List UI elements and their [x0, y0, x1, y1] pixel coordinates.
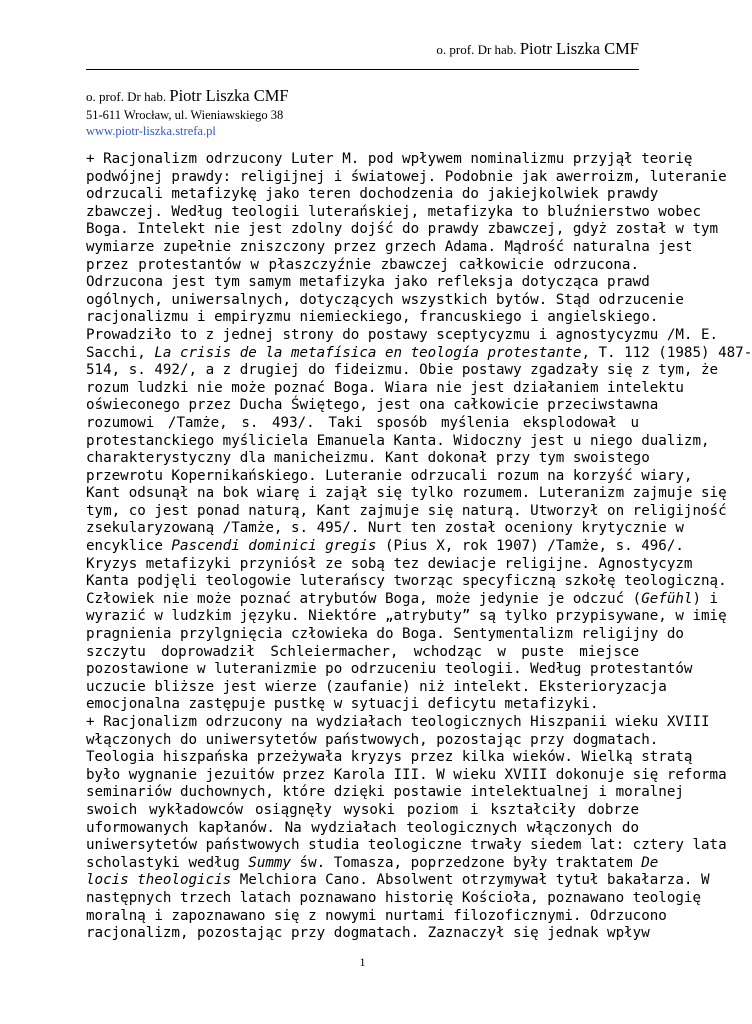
body-line: Kryzys metafizyki przyniósł ze sobą tez dewiacje religijne. Agnostycyzm: [86, 555, 693, 572]
running-header: [86, 39, 639, 70]
body-line: następnych trzech latach poznawano historię Kościoła, poznawano teologię: [86, 889, 701, 906]
body-line: rozum ludzki nie może poznać Boga. Wiara nie jest działaniem intelektu: [86, 379, 684, 396]
body-line: przewrotu Kopernikańskiego. Luteranie odrzucali rozum na korzyść wiary,: [86, 467, 693, 484]
body-line: scholastyki według Summy św. Tomasza, poprzedzone były traktatem De: [86, 854, 659, 871]
body-line: racjonalizm, pozostając przy dogmatach. Zaznaczył się jednak wpływ: [86, 925, 650, 942]
body-line: uformowanych kapłanów. Na wydziałach teologicznych włączonych do: [86, 819, 639, 836]
body-line: charakterystyczny dla manicheizmu. Kant dokonał przy tym swoistego: [86, 450, 650, 467]
body-line: locis theologicis Melchiora Cano. Absolwent otrzymywał tytuł bakałarza. W: [86, 872, 710, 889]
body-line: 514, s. 492/, a z drugiej do fideizmu. Obie postawy zgadzały się z tym, że: [86, 362, 719, 379]
body-line: + Racjonalizm odrzucony na wydziałach teologicznych Hiszpanii wieku XVIII: [86, 714, 710, 730]
body-line: rozumowi /Tamże, s. 493/. Taki sposób myślenia eksplodował u: [86, 414, 639, 431]
body-line: oświeconego przez Ducha Świętego, jest ona całkowicie przeciwstawna: [86, 397, 659, 414]
author-address: 51-611 Wrocław, ul. Wieniawskiego 38: [86, 108, 284, 122]
body-line: zbawczej. Według teologii luterańskiej, metafizyka to bluźnierstwo wobec: [86, 203, 701, 220]
body-line: pozostawione w luteranizmie po odrzuceniu teologii. Według protestantów: [86, 661, 693, 678]
body-line: Człowiek nie może poznać atrybutów Boga, może jedynie je odczuć (Gefühl) i: [86, 590, 719, 607]
body-line: szczytu doprowadził Schleiermacher, wchodząc w puste miejsce: [86, 643, 639, 660]
body-text: [86, 151, 752, 943]
body-line: Kanta podjęli teologowie luterańscy tworząc specyficzną szkołę teologiczną.: [86, 573, 727, 590]
body-line: swoich wykładowców osiągnęły wysoki poziom i kształciły dobrze: [86, 801, 639, 818]
body-line: emocjonalna zastępuje pustkę w sytuacji deficytu metafizyki.: [86, 696, 599, 713]
body-line: Prowadziło to z jednej strony do postawy sceptycyzmu i agnostycyzmu /M. E.: [86, 326, 719, 343]
body-line: seminariów duchownych, które dzięki postawie intelektualnej i moralnej: [86, 784, 684, 801]
body-line: uniwersytetów państwowych studia teologiczne trwały siedem lat: cztery lata: [86, 837, 727, 854]
header-author-name: Piotr Liszka CMF: [519, 39, 639, 58]
body-line: przez protestantów w płaszczyźnie zbawczej całkowicie odrzucona.: [86, 256, 639, 273]
body-line: Odrzucona jest tym samym metafizyka jako refleksja dotycząca prawd: [86, 274, 650, 291]
author-block: [86, 86, 289, 139]
author-name-line: [86, 86, 289, 107]
page-number: 1: [359, 955, 366, 969]
body-line: Kant odsunął na bok wiarę i zajął się tylko rozumem. Luteranizm zajmuje się: [86, 485, 727, 502]
body-line: tym, co jest ponad naturą, Kant zajmuje się naturą. Utworzył on religijność: [86, 502, 727, 519]
body-line: wymiarze zupełnie zniszczony przez grzech Adama. Mądrość naturalna jest: [86, 238, 693, 255]
body-line: ogólnych, uniwersalnych, dotyczących wszystkich bytów. Stąd odrzucenie: [86, 291, 684, 308]
body-line: odrzucali metafizykę jako teren dochodzenia do jakiejkolwiek prawdy: [86, 186, 659, 203]
author-website-link[interactable]: www.piotr-liszka.strefa.pl: [86, 124, 216, 138]
body-line: wyrazić w ludzkim języku. Niektóre „atrybuty” są tylko przypisywane, w imię: [86, 608, 727, 625]
body-line: Teologia hiszpańska przeżywała kryzys przez kilka wieków. Wielką stratą: [86, 749, 693, 766]
body-line: zsekularyzowaną /Tamże, s. 495/. Nurt ten został oceniony krytycznie w: [86, 520, 684, 537]
body-line: Boga. Intelekt nie jest zdolny dojść do prawdy zbawczej, gdyż został w tym: [86, 221, 719, 238]
header-title-prefix: o. prof. Dr hab.: [436, 42, 520, 57]
body-line: + Racjonalizm odrzucony Luter M. pod wpływem nominalizmu przyjął teorię: [86, 151, 693, 167]
body-line: Sacchi, La crisis de la metafísica en teología protestante, T. 112 (1985) 487-: [86, 344, 752, 361]
body-line: protestanckiego myśliciela Emanuela Kanta. Widoczny jest u niego dualizm,: [86, 432, 710, 449]
author-name: Piotr Liszka CMF: [169, 86, 289, 105]
body-line: racjonalizmu i empiryzmu niemieckiego, francuskiego i angielskiego.: [86, 309, 659, 326]
body-line: moralną i zapoznawano się z nowymi nurtami filozoficznymi. Odrzucono: [86, 907, 667, 924]
author-title: o. prof. Dr hab.: [86, 89, 170, 104]
body-line: było wygnanie jezuitów przez Karola III. W wieku XVIII dokonuje się reforma: [86, 766, 727, 783]
body-line: włączonych do uniwersytetów państwowych, pozostając przy dogmatach.: [86, 731, 659, 748]
body-line: uczucie bliższe jest wierze (zaufanie) niż intelekt. Eksterioryzacja: [86, 678, 667, 695]
body-line: podwójnej prawdy: religijnej i światowej. Podobnie jak awerroizm, luteranie: [86, 168, 727, 185]
body-line: pragnienia przylgnięcia człowieka do Boga. Sentymentalizm religijny do: [86, 626, 684, 643]
body-line: encyklice Pascendi dominici gregis (Pius X, rok 1907) /Tamże, s. 496/.: [86, 538, 684, 555]
